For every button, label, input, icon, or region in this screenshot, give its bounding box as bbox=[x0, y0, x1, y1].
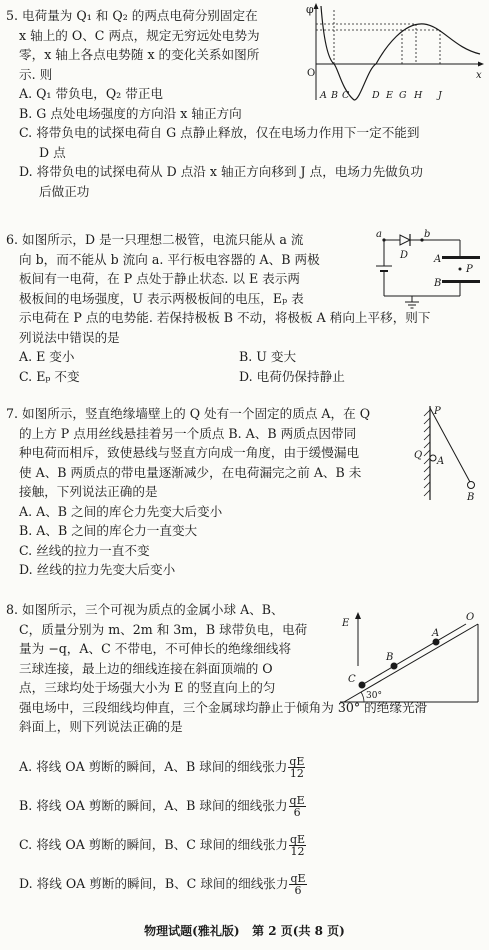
q8-label-o: O bbox=[466, 612, 475, 623]
q6-line-5: 示电荷在 P 点的电势能. 若保持极板 B 不动，将极板 A 稍向上平移，则下 bbox=[19, 310, 431, 325]
q8-option-d bbox=[6, 873, 307, 896]
q8-line-7: 斜面上，则下列说法正确的是 bbox=[19, 719, 183, 734]
q5-tick-g: G bbox=[399, 90, 407, 101]
q8-label-angle: 30° bbox=[366, 691, 382, 701]
q6-plate-b bbox=[442, 280, 480, 283]
q8-option-c-den: 12 bbox=[290, 845, 305, 858]
q6-circuit-diagram bbox=[372, 226, 487, 312]
q7-line-2: 的上方 P 点用丝线悬挂着另一个质点 B. A、B 两质点因带同 bbox=[19, 425, 357, 441]
q5-origin: O bbox=[307, 68, 316, 79]
q5-tick-d: D bbox=[372, 90, 380, 101]
q5-option-c: C. 将带负电的试探电荷自 G 点静止释放，仅在电场力作用下一定不能到 bbox=[19, 125, 420, 140]
q8-incline-diagram bbox=[336, 606, 486, 710]
q8-line-5: 点，三球均处于场强大小为 E 的竖直向上的匀 bbox=[19, 680, 276, 695]
q8-option-b-den: 6 bbox=[293, 806, 301, 819]
q6-label-b: b bbox=[424, 229, 431, 240]
q6-label-a: a bbox=[376, 229, 382, 240]
q7-option-d: D. 丝线的拉力先变大后变小 bbox=[19, 562, 176, 577]
q7-label-q: Q bbox=[414, 450, 423, 461]
q8-option-a-den: 12 bbox=[289, 767, 304, 780]
q8-option-d-den: 6 bbox=[294, 884, 302, 897]
q5-option-d-cont: 后做正功 bbox=[39, 183, 90, 199]
q7-option-a: A. A、B 之间的库仑力先变大后变小 bbox=[19, 503, 223, 519]
q6-line-4: 极板间的电场强度，U 表示两极板间的电压，Eₚ 表 bbox=[19, 290, 304, 306]
q8-option-c-text: C. 将线 OA 剪断的瞬间，B、C 球间的细线张力 bbox=[19, 837, 289, 852]
q5-tick-j: J bbox=[438, 90, 442, 101]
footer-page-number: 第 2 页(共 8 页) bbox=[252, 924, 345, 938]
q7-line-4: 使 A、B 两质点的带电量逐渐减少，在电荷漏完之前 A、B 未 bbox=[19, 464, 362, 480]
q8-option-a-text: A. 将线 OA 剪断的瞬间，A、B 球间的细线张力 bbox=[19, 759, 288, 774]
q5-line-2: x 轴上的 O、C 两点，规定无穷远处电势为 bbox=[19, 27, 260, 43]
q5-line-4: 示. 则 bbox=[19, 66, 53, 82]
q8-option-a bbox=[6, 756, 307, 779]
q8-label-c: C bbox=[348, 674, 356, 685]
q6-label-p: P bbox=[466, 264, 473, 275]
q7-label-p: P bbox=[434, 406, 441, 417]
q8-option-a-fraction bbox=[288, 756, 305, 779]
q8-option-b bbox=[6, 795, 307, 818]
q5-option-d: D. 将带负电的试探电荷从 D 点沿 x 轴正方向移到 J 点，电场力先做负功 bbox=[19, 164, 423, 179]
q5-option-b: B. G 点处电场强度的方向沿 x 轴正方向 bbox=[19, 105, 242, 121]
q6-line-2: 向 b，而不能从 b 流向 a. 平行板电容器的 A、B 两极 bbox=[19, 251, 320, 267]
q8-label-e: E bbox=[342, 618, 350, 629]
q5-axis-x: x bbox=[476, 70, 482, 81]
q8-option-d-fraction bbox=[289, 873, 306, 896]
q8-option-d-num: qE bbox=[290, 872, 306, 885]
q7-label-a: A bbox=[437, 456, 445, 467]
q5-tick-e: E bbox=[386, 90, 393, 101]
q5-tick-b: B bbox=[331, 90, 338, 101]
question-7 bbox=[6, 404, 370, 580]
question-6 bbox=[6, 230, 430, 386]
q6-option-b: B. U 变大 bbox=[239, 349, 297, 364]
q8-line-1: 8. 如图所示，三个可视为质点的金属小球 A、B、 bbox=[6, 602, 284, 617]
q8-option-a-num: qE bbox=[289, 755, 305, 768]
q8-line-4: 三球连接，最上边的细线连接在斜面顶端的 O bbox=[19, 660, 273, 676]
q6-plate-a bbox=[442, 256, 480, 259]
footer-title: 物理试题(雅礼版) bbox=[144, 924, 240, 938]
q6-line-1: 6. 如图所示，D 是一只理想二极管，电流只能从 a 流 bbox=[6, 232, 304, 247]
q6-label-plate-b: B bbox=[434, 278, 442, 289]
q5-potential-graph bbox=[304, 2, 486, 104]
q5-axis-phi: φ bbox=[306, 3, 314, 16]
q7-option-b: B. A、B 之间的库仑力一直变大 bbox=[19, 523, 198, 538]
q8-options bbox=[6, 756, 307, 896]
q6-option-a: A. E 变小 bbox=[19, 349, 75, 364]
q6-option-d: D. 电荷仍保持静止 bbox=[239, 368, 345, 384]
q8-option-c bbox=[6, 834, 307, 857]
q8-option-b-num: qE bbox=[289, 794, 305, 807]
q8-line-3: 量为 −q，A、C 不带电，不可伸长的绝缘细线将 bbox=[19, 641, 292, 656]
q8-option-c-fraction bbox=[289, 834, 306, 857]
q7-option-c: C. 丝线的拉力一直不变 bbox=[19, 542, 150, 558]
q5-tick-h: H bbox=[414, 90, 423, 101]
q6-label-d: D bbox=[400, 250, 409, 261]
q5-option-a: A. Q₁ 带负电，Q₂ 带正电 bbox=[19, 86, 164, 101]
q8-label-b: B bbox=[386, 652, 394, 663]
q6-option-c: C. Eₚ 不变 bbox=[19, 368, 80, 384]
q8-label-a: A bbox=[432, 628, 440, 639]
q6-line-6: 列说法中错误的是 bbox=[19, 329, 120, 345]
q6-diode-icon bbox=[400, 235, 410, 245]
q5-line-3: 零，x 轴上各点电势随 x 的变化关系如图所 bbox=[19, 47, 260, 62]
q7-label-b: B bbox=[467, 492, 475, 503]
q8-option-b-fraction bbox=[289, 795, 306, 818]
q8-option-d-text: D. 将线 OA 剪断的瞬间，B、C 球间的细线张力 bbox=[19, 876, 289, 891]
q7-wall-diagram bbox=[410, 402, 486, 504]
q5-option-c-cont: D 点 bbox=[39, 144, 66, 160]
q5-tick-a: A bbox=[320, 90, 327, 101]
q8-option-b-text: B. 将线 OA 剪断的瞬间，A、B 球间的细线张力 bbox=[19, 798, 288, 813]
q5-line-1: 5. 电荷量为 Q₁ 和 Q₂ 的两点电荷分别固定在 bbox=[6, 8, 258, 23]
page-footer bbox=[0, 922, 489, 939]
q6-line-3: 板间有一电荷，在 P 点处于静止状态. 以 E 表示两 bbox=[19, 271, 300, 286]
q7-line-3: 种电荷而相斥，致使悬线与竖直方向成一角度，由于缓慢漏电 bbox=[19, 445, 360, 460]
q5-tick-c: C bbox=[342, 90, 350, 101]
q7-line-1: 7. 如图所示，竖直绝缘墙壁上的 Q 处有一个固定的质点 A，在 Q bbox=[6, 406, 371, 421]
q8-line-2: C，质量分别为 m、2m 和 3m，B 球带负电，电荷 bbox=[19, 621, 308, 637]
q8-option-c-num: qE bbox=[290, 833, 306, 846]
q8-line-6: 强电场中，三段细线均伸直，三个金属球均静止于倾角为 30° 的绝缘光滑 bbox=[19, 699, 428, 715]
q7-line-5: 接触，下列说法正确的是 bbox=[19, 484, 158, 499]
q6-label-plate-a: A bbox=[434, 254, 442, 265]
